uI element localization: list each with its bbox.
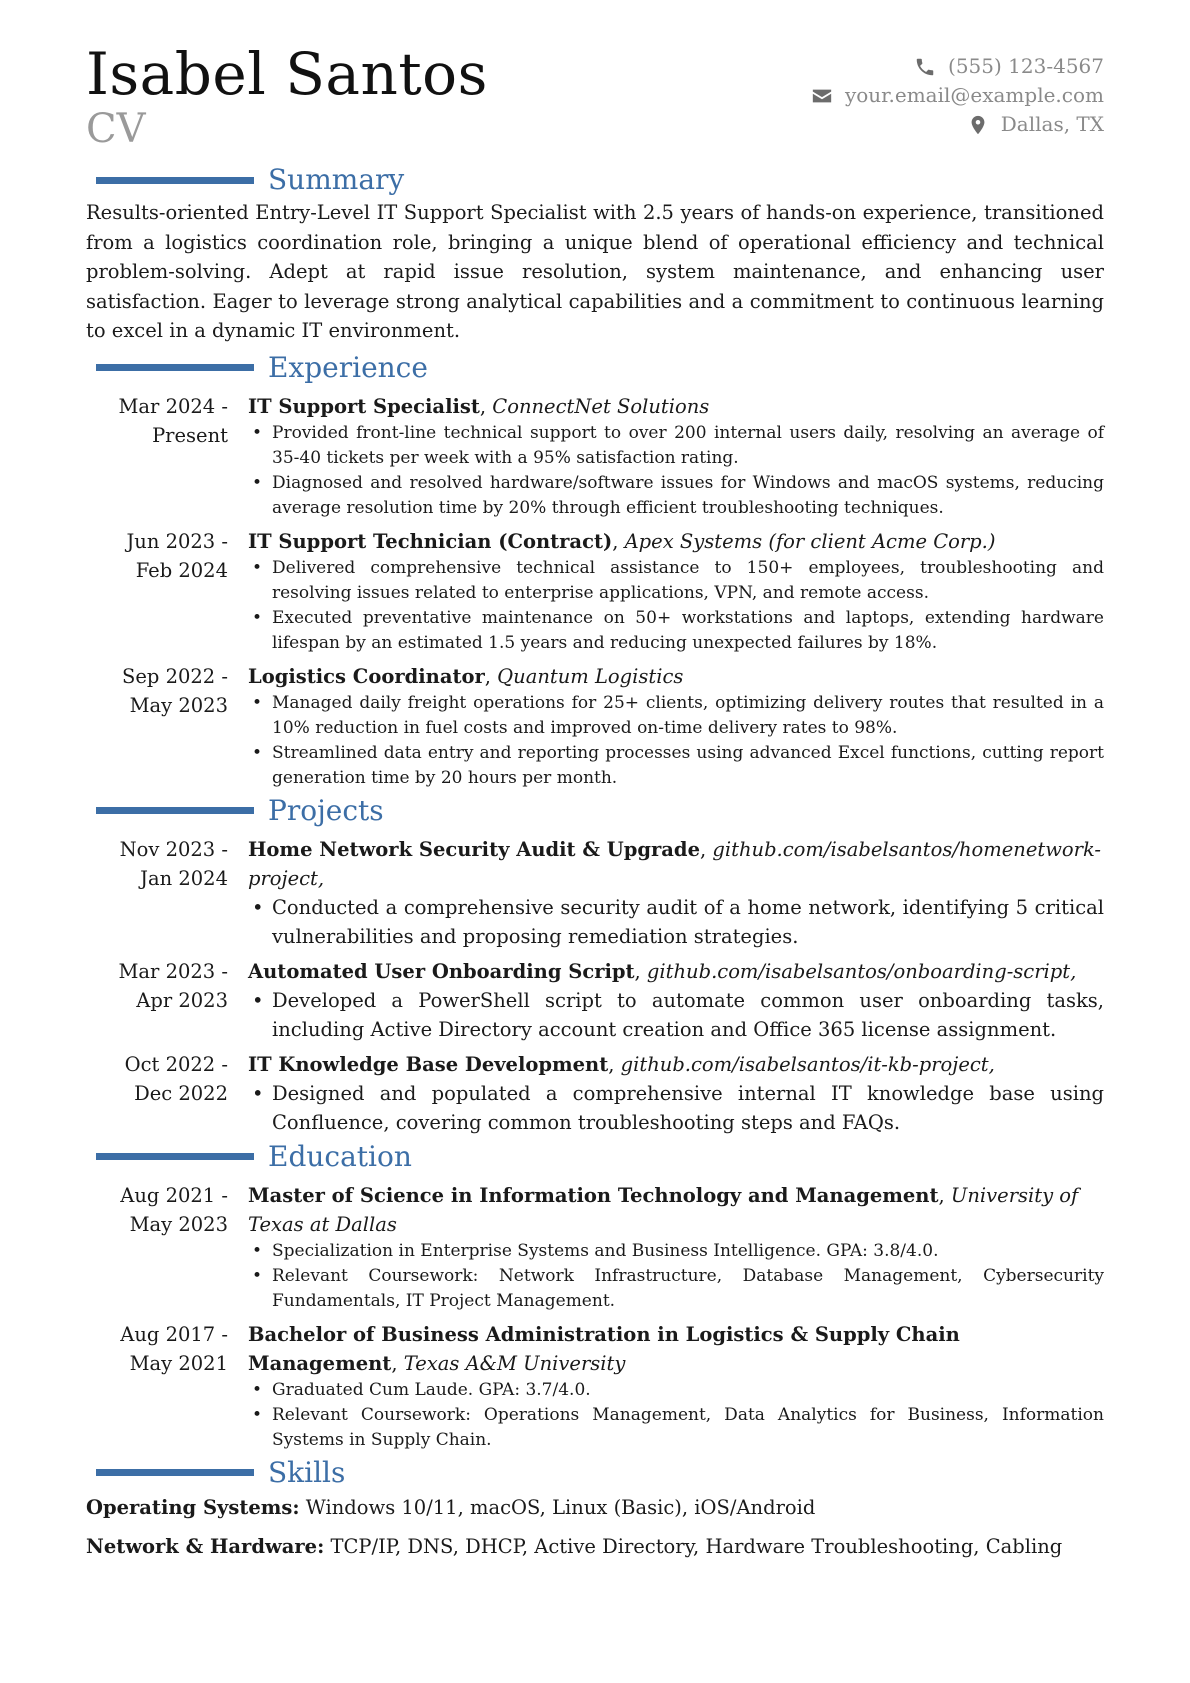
document-subtitle: CV [86,106,146,152]
skill-label: Operating Systems: [86,1495,300,1519]
project-link[interactable]: github.com/isabelsantos/onboarding-script, [646,959,1077,983]
project-entry [86,835,1104,951]
entry-title: IT Knowledge Base Development, github.com/isabelsantos/it-kb-project, [248,1052,995,1076]
entry-degree: Bachelor of Business Administration in Logistics & Supply Chain Management [248,1322,960,1375]
education-entry [86,1181,1104,1314]
entry-org: Quantum Logistics [497,664,684,688]
experience-entry [86,662,1104,791]
entry-date: Aug 2017 - May 2021 [120,1322,228,1375]
phone-text[interactable]: (555) 123-4567 [948,54,1104,78]
bullet-item: • Conducted a comprehensive security audit of a home network, identifying 5 critical vulnerabilities and proposing remediation strategies. [248,893,1104,951]
summary-text: Results-oriented Entry-Level IT Support Specialist with 2.5 years of hands-on experience, transitioned from a logistics coordination role, bringing a unique blend of operational efficiency and technical problem-solving. Adept at rapid issue resolution, system maintenance, and enhancing user satisfaction. Eager to leverage strong analytical capabilities and a commitment to continuous learning to excel in a dynamic IT environment. [86,201,1104,342]
entry-date: Mar 2024 - Present [118,394,228,447]
bullet-item: • Provided front-line technical support to over 200 internal users daily, resolving an average of 35-40 tickets per week with a 95% satisfaction rating. [248,421,1104,471]
contact-phone [811,52,1104,81]
bullet-item: • Specialization in Enterprise Systems and Business Intelligence. GPA: 3.8/4.0. [248,1239,1104,1264]
entry-bullets [248,986,1104,1044]
bullet-item: • Designed and populated a comprehensive internal IT knowledge base using Confluence, covering common troubleshooting steps and FAQs. [248,1079,1104,1137]
projects-section-header [86,793,1104,829]
skill-row [86,1532,1104,1561]
contact-email [811,81,1104,110]
entry-bullets [248,556,1104,656]
email-text[interactable]: your.email@example.com [844,83,1104,107]
bullet-item: • Relevant Coursework: Network Infrastructure, Database Management, Cybersecurity Fundamentals, IT Project Management. [248,1264,1104,1314]
entry-title: Automated User Onboarding Script, github.com/isabelsantos/onboarding-script, [248,959,1077,983]
entry-role: IT Support Technician (Contract) [248,529,613,553]
bullet-item: • Diagnosed and resolved hardware/software issues for Windows and macOS systems, reducing average resolution time by 20% through efficient troubleshooting techniques. [248,471,1104,521]
entry-title: IT Support Technician (Contract), Apex Systems (for client Acme Corp.) [248,529,996,553]
section-accent-bar [96,1153,254,1160]
contact-location [811,110,1104,139]
project-entry [86,1050,1104,1137]
education-entry [86,1320,1104,1453]
section-title: Projects [268,793,384,827]
section-title: Skills [268,1455,346,1489]
entry-bullets [248,421,1104,521]
entry-role: Home Network Security Audit & Upgrade [248,837,700,861]
entry-org: ConnectNet Solutions [492,394,710,418]
entry-role: Logistics Coordinator [248,664,485,688]
entry-bullets [248,1239,1104,1314]
entry-date: Sep 2022 - May 2023 [122,664,228,717]
location-text: Dallas, TX [1000,112,1104,136]
skill-value: TCP/IP, DNS, DHCP, Active Directory, Hardware Troubleshooting, Cabling [330,1534,1063,1558]
envelope-icon [811,85,833,107]
project-link[interactable]: github.com/isabelsantos/it-kb-project, [620,1052,995,1076]
bullet-item: • Developed a PowerShell script to automate common user onboarding tasks, including Active Directory account creation and Office 365 license assignment. [248,986,1104,1044]
bullet-item: • Delivered comprehensive technical assistance to 150+ employees, troubleshooting and resolving issues related to enterprise applications, VPN, and remote access. [248,556,1104,606]
experience-entry [86,392,1104,521]
summary-section-header [86,162,1104,198]
bullet-item: • Managed daily freight operations for 25+ clients, optimizing delivery routes that resulted in a 10% reduction in fuel costs and improved on-time delivery rates to 98%. [248,691,1104,741]
experience-entry [86,527,1104,656]
entry-date: Oct 2022 - Dec 2022 [124,1052,228,1105]
bullet-item: • Graduated Cum Laude. GPA: 3.7/4.0. [248,1378,1104,1403]
entry-role: IT Support Specialist [248,394,480,418]
entry-degree: Master of Science in Information Technology and Management [248,1183,939,1207]
section-accent-bar [96,1469,254,1476]
entry-date: Nov 2023 - Jan 2024 [119,837,228,890]
entry-title: Bachelor of Business Administration in Logistics & Supply Chain Management, Texas A&M University [248,1322,960,1375]
entry-org: Apex Systems (for client Acme Corp.) [624,529,996,553]
phone-icon [914,56,936,78]
entry-role: IT Knowledge Base Development [248,1052,609,1076]
project-entry [86,957,1104,1044]
entry-institution: Texas A&M University [403,1351,626,1375]
section-title: Experience [268,350,428,384]
bullet-item: • Relevant Coursework: Operations Management, Data Analytics for Business, Information Systems in Supply Chain. [248,1403,1104,1453]
skills-list [86,1493,1104,1561]
section-accent-bar [96,364,254,371]
entry-title: Master of Science in Information Technology and Management, University of Texas at Dallas [248,1183,1079,1236]
section-accent-bar [96,177,254,184]
section-title: Education [268,1139,412,1173]
cv-page [86,40,1104,1571]
section-accent-bar [96,807,254,814]
entry-date: Mar 2023 - Apr 2023 [118,959,228,1012]
skills-section-header [86,1455,1104,1491]
section-title: Summary [268,163,405,196]
bullet-item: • Executed preventative maintenance on 50+ workstations and laptops, extending hardware lifespan by an estimated 1.5 years and reducing unexpected failures by 18%. [248,606,1104,656]
entry-title: IT Support Specialist, ConnectNet Solutions [248,394,710,418]
skill-label: Network & Hardware: [86,1534,325,1558]
entry-role: Automated User Onboarding Script [248,959,635,983]
entry-date: Jun 2023 - Feb 2024 [126,529,228,582]
experience-section-header [86,350,1104,386]
skill-value: Windows 10/11, macOS, Linux (Basic), iOS/Android [305,1495,816,1519]
map-pin-icon [967,114,989,136]
entry-institution: University of Texas at Dallas [248,1183,1079,1236]
contact-block [811,52,1104,139]
entry-title: Logistics Coordinator, Quantum Logistics [248,664,684,688]
bullet-item: • Streamlined data entry and reporting processes using advanced Excel functions, cutting report generation time by 20 hours per month. [248,741,1104,791]
entry-bullets [248,1378,1104,1453]
candidate-name: Isabel Santos [86,40,488,108]
entry-bullets [248,893,1104,951]
skill-row [86,1493,1104,1522]
education-section-header [86,1139,1104,1175]
entry-bullets [248,691,1104,791]
project-link[interactable]: github.com/isabelsantos/homenetwork-project, [248,837,1102,890]
entry-date: Aug 2021 - May 2023 [120,1183,228,1236]
entry-bullets [248,1079,1104,1137]
entry-title: Home Network Security Audit & Upgrade, github.com/isabelsantos/homenetwork-project, [248,837,1102,890]
cv-header [86,40,1104,160]
